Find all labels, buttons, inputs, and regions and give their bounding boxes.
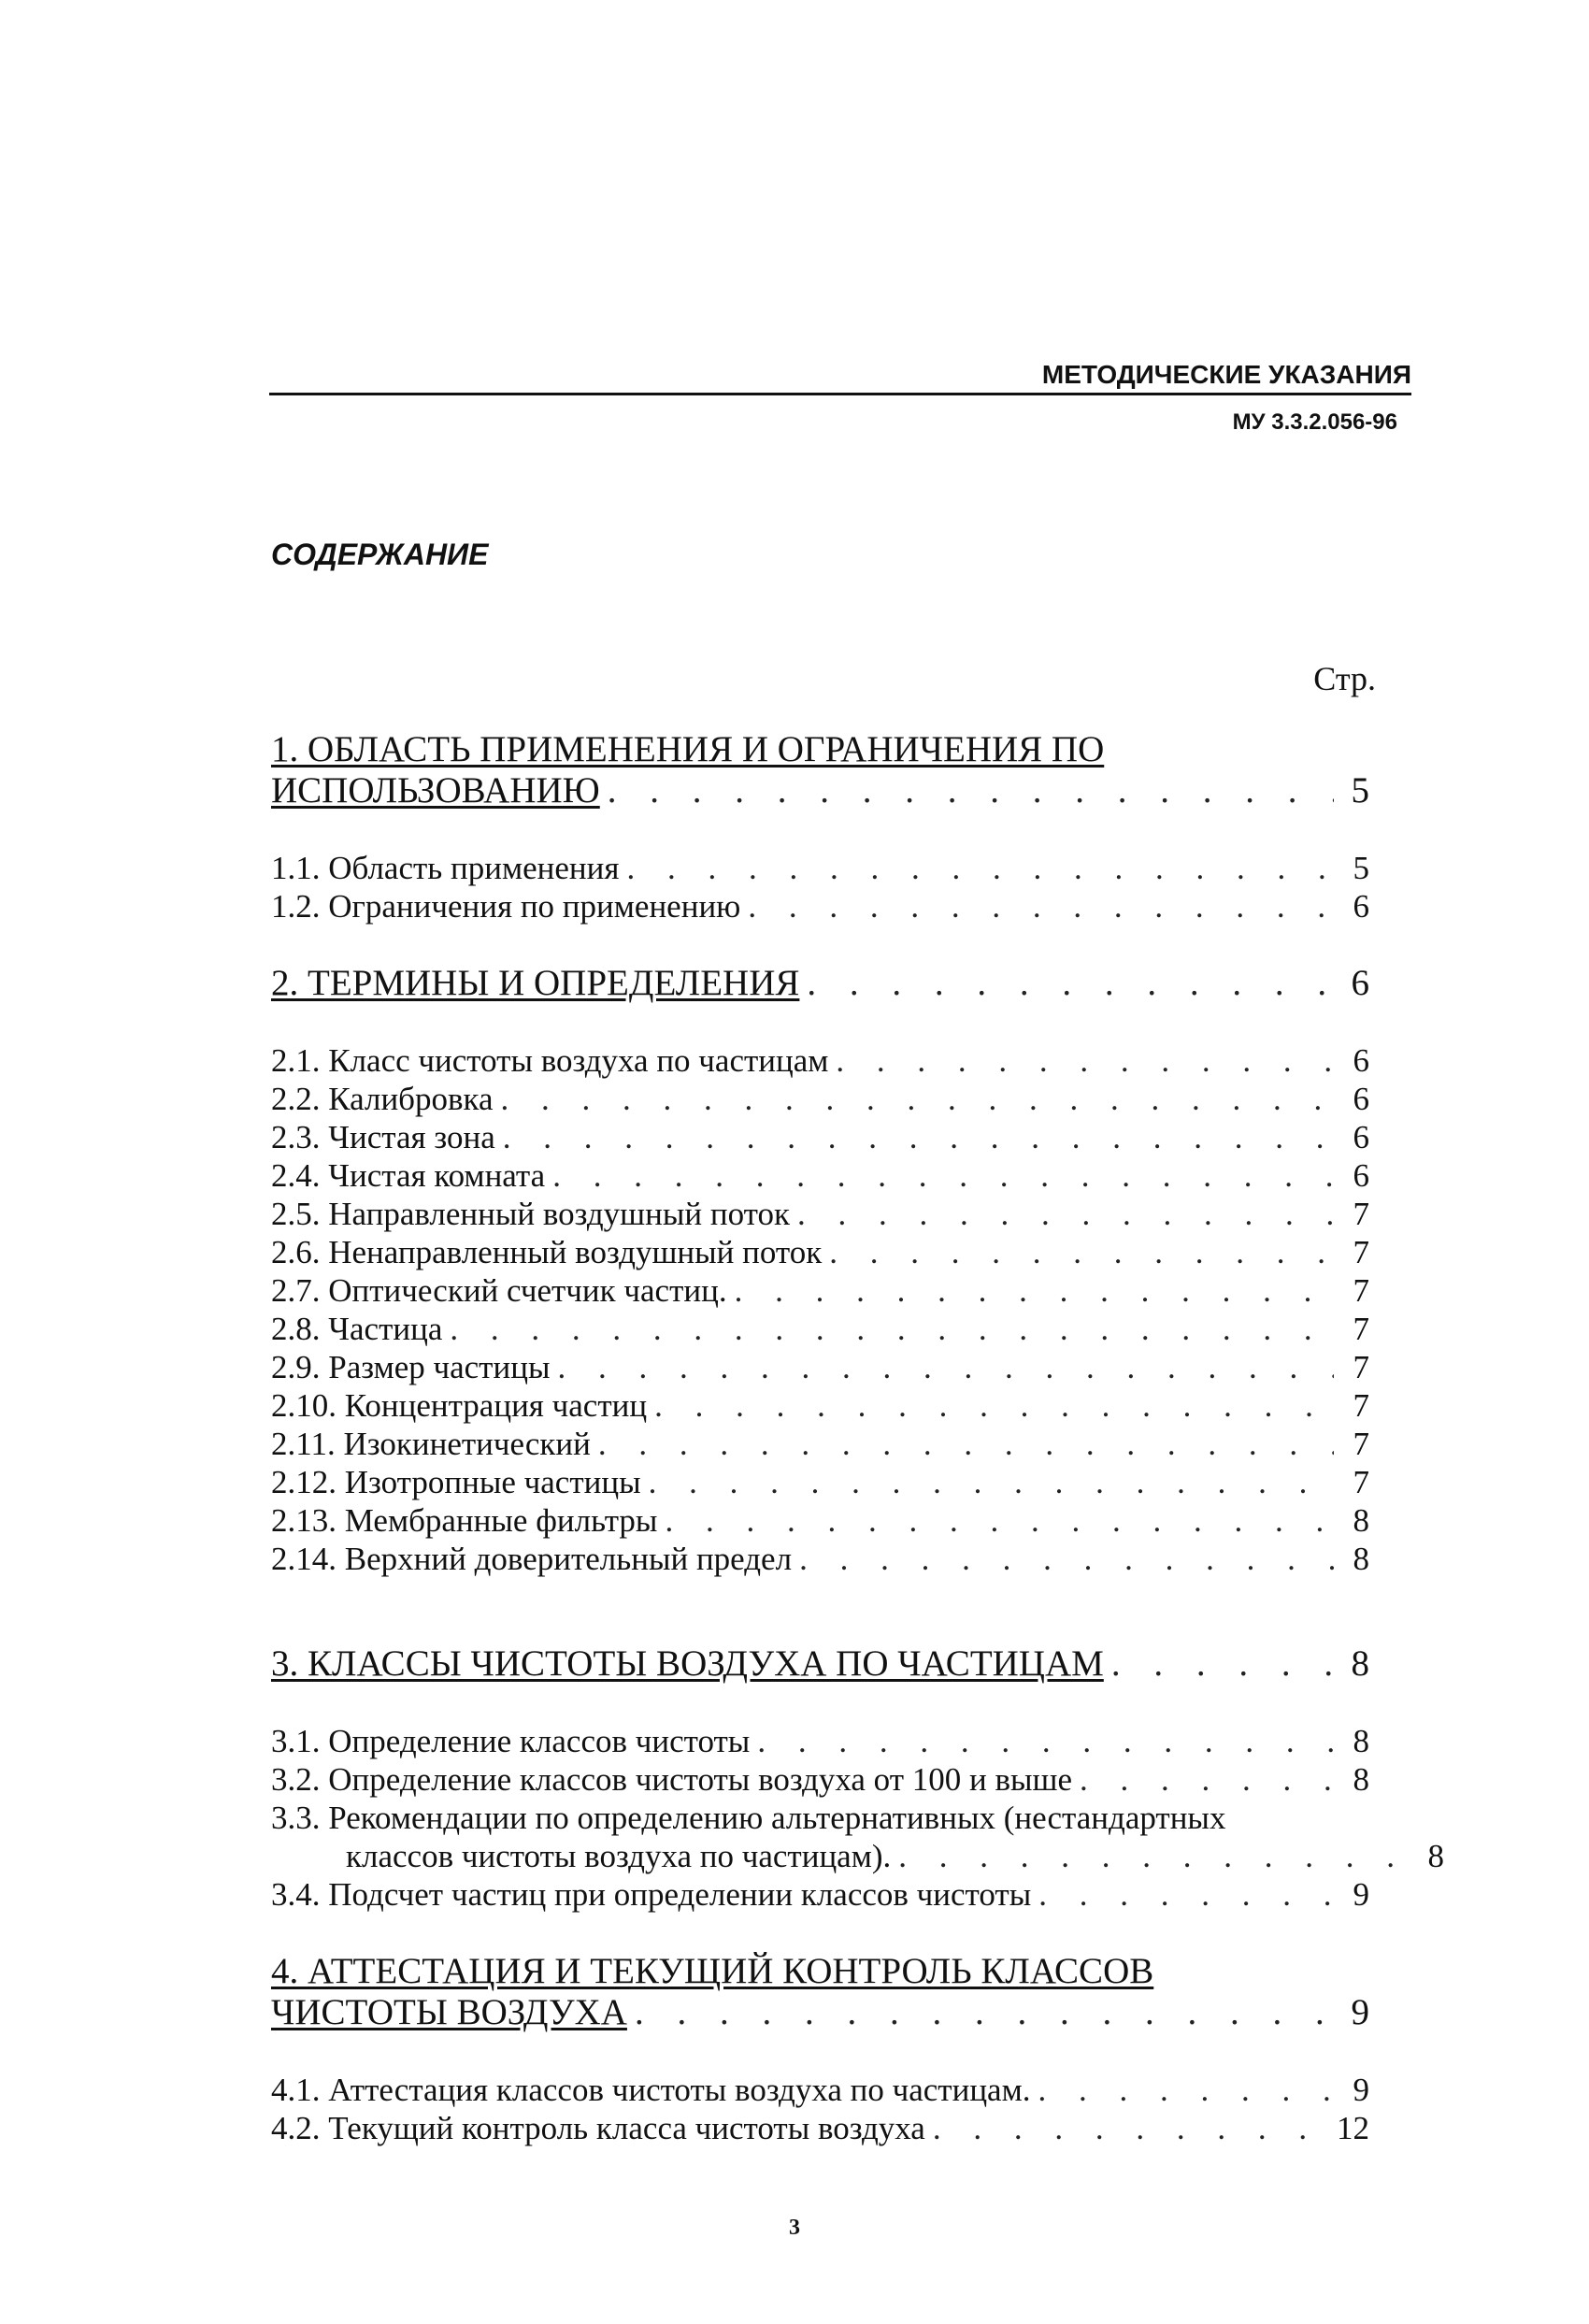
toc-item-label: 2.7. Оптический счетчик частиц. (271, 1272, 727, 1309)
toc-heading-line: 4. АТТЕСТАЦИЯ И ТЕКУЩИЙ КОНТРОЛЬ КЛАССОВ (271, 1951, 1154, 1991)
dot-leader (799, 1540, 1334, 1578)
toc-page-number: 5 (1353, 850, 1369, 886)
toc-item-label: 2.2. Калибровка (271, 1081, 494, 1117)
toc-item-label: 3.3. Рекомендации по определению альтернативных (нестандартных (271, 1800, 1226, 1836)
toc-page-number: 6 (1353, 1157, 1369, 1194)
toc-page-number: 7 (1353, 1426, 1369, 1462)
toc-page-number: 12 (1337, 2110, 1369, 2146)
toc-heading-row[interactable] (271, 963, 1369, 1004)
header-rule (269, 393, 1411, 395)
dot-leader (898, 1837, 1409, 1875)
dot-leader (598, 1425, 1334, 1463)
toc-item-label: 2.11. Изокинетический (271, 1426, 591, 1462)
toc-item-label: 2.10. Концентрация частиц (271, 1387, 648, 1424)
toc-item[interactable] (271, 1501, 1369, 1540)
toc-item-label: 2.4. Чистая комната (271, 1157, 546, 1194)
toc-item[interactable] (271, 1080, 1369, 1118)
dot-leader (635, 1992, 1334, 2033)
dot-leader (829, 1233, 1334, 1271)
dot-leader (626, 849, 1334, 887)
toc-item-label: классов чистоты воздуха по частицам). (346, 1838, 892, 1874)
toc-page-number: 7 (1353, 1272, 1369, 1309)
toc-page-number: 6 (1353, 1119, 1369, 1155)
toc-page-number: 7 (1353, 1196, 1369, 1232)
dot-leader (501, 1080, 1334, 1118)
toc-item[interactable] (271, 887, 1369, 925)
document-type-title: МЕТОДИЧЕСКИЕ УКАЗАНИЯ (1037, 360, 1411, 390)
dot-leader (450, 1310, 1334, 1348)
contents-title: СОДЕРЖАНИЕ (271, 538, 489, 571)
toc-item-label: 4.1. Аттестация классов чистоты воздуха по частицам. (271, 2072, 1031, 2108)
dot-leader (649, 1463, 1334, 1501)
dot-leader (836, 1041, 1334, 1080)
toc-item[interactable] (271, 1271, 1369, 1310)
toc-heading-row[interactable] (271, 1992, 1369, 2033)
toc-item[interactable] (271, 1118, 1369, 1156)
toc-item[interactable] (271, 1540, 1369, 1578)
dot-leader (1038, 1875, 1334, 1914)
toc-item-label: 4.2. Текущий контроль класса чистоты воздуха (271, 2110, 925, 2146)
toc-page-number: 6 (1353, 1042, 1369, 1079)
toc-item[interactable] (271, 1156, 1369, 1195)
toc-section-heading[interactable] (271, 1951, 1369, 1992)
toc-section-2 (271, 963, 1369, 1578)
toc-page-number: 8 (1353, 1502, 1369, 1539)
toc-page-number: 8 (1353, 1761, 1369, 1798)
toc-item-label: 2.5. Направленный воздушный поток (271, 1196, 790, 1232)
toc-page-number: 7 (1353, 1311, 1369, 1347)
toc-item-label: 2.8. Частица (271, 1311, 443, 1347)
toc-item[interactable] (271, 1348, 1369, 1386)
toc-item[interactable] (271, 1760, 1369, 1799)
page-column-label: Стр. (1313, 660, 1376, 697)
toc-sub-list (271, 1722, 1444, 1914)
toc-sub-list (271, 849, 1369, 925)
toc-heading-line: 2. ТЕРМИНЫ И ОПРЕДЕЛЕНИЯ (271, 963, 800, 1003)
toc-section-3 (271, 1643, 1444, 1914)
toc-page-number: 6 (1353, 888, 1369, 925)
dot-leader (1111, 1643, 1334, 1685)
dot-leader (608, 770, 1334, 811)
toc-item[interactable] (271, 1875, 1369, 1914)
toc-item-label: 2.14. Верхний доверительный предел (271, 1541, 793, 1577)
toc-item[interactable] (271, 1463, 1369, 1501)
toc-item[interactable] (271, 1041, 1369, 1080)
toc-page-number: 8 (1353, 1723, 1369, 1759)
toc-page-number: 7 (1353, 1387, 1369, 1424)
toc-item-label: 3.1. Определение классов чистоты (271, 1723, 751, 1759)
toc-item[interactable] (271, 1425, 1369, 1463)
toc-page-number: 5 (1351, 770, 1369, 811)
toc-item-label: 2.6. Ненаправленный воздушный поток (271, 1234, 823, 1270)
toc-item[interactable] (271, 2109, 1369, 2147)
toc-item[interactable] (271, 1386, 1369, 1425)
toc-item[interactable] (271, 2071, 1369, 2109)
toc-item-label: 1.1. Область применения (271, 850, 620, 886)
toc-heading-line: ИСПОЛЬЗОВАНИЮ (271, 770, 600, 811)
toc-item-label: 2.12. Изотропные частицы (271, 1464, 641, 1500)
dot-leader (748, 887, 1334, 925)
toc-heading-line: 3. КЛАССЫ ЧИСТОТЫ ВОЗДУХА ПО ЧАСТИЦАМ (271, 1643, 1104, 1684)
toc-item-label: 1.2. Ограничения по применению (271, 888, 741, 925)
dot-leader (807, 963, 1334, 1004)
table-of-contents (271, 729, 1444, 2147)
toc-item-label: 3.4. Подсчет частиц при определении классов чистоты (271, 1876, 1032, 1913)
dot-leader (735, 1271, 1334, 1310)
toc-item-label: 2.1. Класс чистоты воздуха по частицам (271, 1042, 829, 1079)
toc-page-number: 9 (1353, 2072, 1369, 2108)
toc-page-number: 7 (1353, 1464, 1369, 1500)
toc-item-label: 3.2. Определение классов чистоты воздуха от 100 и выше (271, 1761, 1073, 1798)
toc-section-heading[interactable] (271, 729, 1369, 770)
toc-page-number: 7 (1353, 1234, 1369, 1270)
toc-item-label: 2.9. Размер частицы (271, 1349, 551, 1385)
toc-page-number: 6 (1353, 1081, 1369, 1117)
dot-leader (933, 2109, 1329, 2147)
toc-page-number: 8 (1353, 1541, 1369, 1577)
toc-sub-list (271, 2071, 1369, 2147)
toc-item[interactable] (271, 1799, 1369, 1837)
toc-item[interactable] (271, 1310, 1369, 1348)
toc-heading-line: ЧИСТОТЫ ВОЗДУХА (271, 1992, 627, 2032)
toc-page-number: 7 (1353, 1349, 1369, 1385)
dot-leader (1080, 1760, 1334, 1799)
toc-section-4 (271, 1951, 1369, 2147)
dot-leader (503, 1118, 1334, 1156)
toc-item[interactable] (271, 1195, 1369, 1233)
toc-page-number: 8 (1427, 1838, 1444, 1874)
toc-section-1 (271, 729, 1369, 925)
toc-item[interactable] (271, 1233, 1369, 1271)
toc-item-label: 2.3. Чистая зона (271, 1119, 495, 1155)
dot-leader (665, 1501, 1334, 1540)
dot-leader (1038, 2071, 1335, 2109)
dot-leader (557, 1348, 1334, 1386)
toc-item[interactable] (271, 1722, 1369, 1760)
toc-sub-list (271, 1041, 1369, 1578)
toc-item-continuation[interactable] (271, 1837, 1444, 1875)
dot-leader (552, 1156, 1334, 1195)
dot-leader (757, 1722, 1334, 1760)
toc-item-label: 2.13. Мембранные фильтры (271, 1502, 658, 1539)
page-number: 3 (789, 2216, 800, 2240)
toc-page-number: 9 (1353, 1876, 1369, 1913)
toc-page-number: 9 (1351, 1992, 1369, 2032)
dot-leader (654, 1386, 1334, 1425)
toc-heading-line: 1. ОБЛАСТЬ ПРИМЕНЕНИЯ И ОГРАНИЧЕНИЯ ПО (271, 729, 1105, 769)
dot-leader (797, 1195, 1334, 1233)
toc-page-number: 6 (1351, 963, 1369, 1003)
toc-item[interactable] (271, 849, 1369, 887)
toc-heading-row[interactable] (271, 1643, 1369, 1685)
document-code: МУ 3.3.2.056-96 (1232, 409, 1397, 435)
toc-heading-row[interactable] (271, 770, 1369, 811)
toc-page-number: 8 (1351, 1643, 1369, 1684)
